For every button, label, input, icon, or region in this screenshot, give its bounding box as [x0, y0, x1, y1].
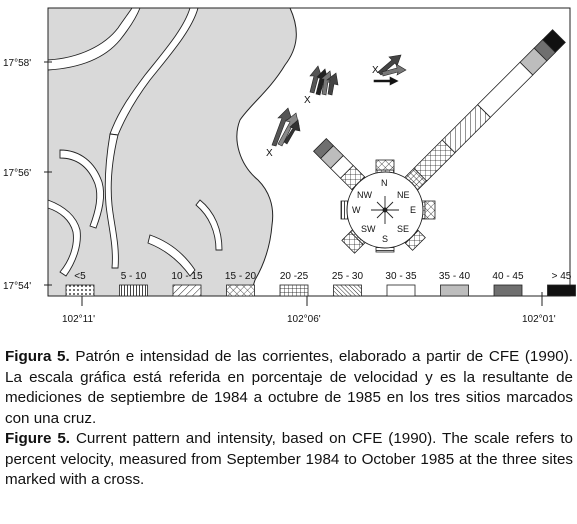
caption-english-label: Figure 5. [5, 430, 71, 447]
compass-w: W [352, 205, 361, 215]
lat-label-1: 17°58' [3, 58, 32, 69]
lat-label-2: 17°56' [3, 168, 32, 179]
legend-swatch [387, 285, 415, 296]
legend-label: 35 - 40 [438, 271, 471, 282]
legend-label: 40 - 45 [492, 271, 524, 282]
lon-label-2: 102°06' [287, 314, 321, 325]
legend-swatch [227, 285, 255, 296]
legend-label: 20 -25 [279, 271, 309, 282]
legend-swatch [334, 285, 362, 296]
caption-english-text: Current pattern and intensity, based on CFE (1990). The scale refers to percent velocity, measured from September 1984 to October 1985 at the three sites marked with a cross. [5, 430, 573, 488]
legend-swatch [66, 285, 94, 296]
legend-label: 30 - 35 [385, 271, 417, 282]
caption-spanish-label: Figura 5. [5, 348, 70, 365]
site-marker-east: X [372, 65, 379, 76]
legend-label: > 45 [551, 271, 572, 282]
legend-swatch [280, 285, 308, 296]
caption-spanish [5, 347, 573, 429]
compass-sw: SW [361, 224, 376, 234]
legend-label: 5 - 10 [120, 271, 147, 282]
legend-swatch [548, 285, 576, 296]
legend-swatch [173, 285, 201, 296]
legend-label: 25 - 30 [331, 271, 364, 282]
figure-caption [5, 347, 573, 491]
compass-se: SE [397, 224, 410, 234]
compass-e: E [410, 205, 417, 215]
legend-swatch [441, 285, 469, 296]
site-marker-center: X [304, 95, 311, 106]
legend-swatch [120, 285, 148, 296]
caption-spanish-text: Patrón e intensidad de las corrientes, elaborado a partir de CFE (1990). La escala gráfica está referida en porcentaje de velocidad y es la resultante de mediciones de septiembre de 1984 a octubre de 1985 en los tres sitios marcados con una cruz. [5, 348, 573, 427]
compass-ne: NE [397, 190, 410, 200]
site-marker-west: X [266, 148, 273, 159]
legend-label: <5 [74, 271, 86, 282]
lon-label-3: 102°01' [522, 314, 556, 325]
caption-english [5, 429, 573, 491]
lon-label-1: 102°11' [62, 314, 95, 325]
legend-label: 15 - 20 [224, 271, 257, 282]
legend-label: 10 - 15 [171, 271, 203, 282]
compass-n: N [381, 178, 388, 188]
legend-swatch [494, 285, 522, 296]
compass-s: S [382, 234, 389, 244]
compass-nw: NW [357, 190, 372, 200]
lat-label-3: 17°54' [3, 281, 32, 292]
